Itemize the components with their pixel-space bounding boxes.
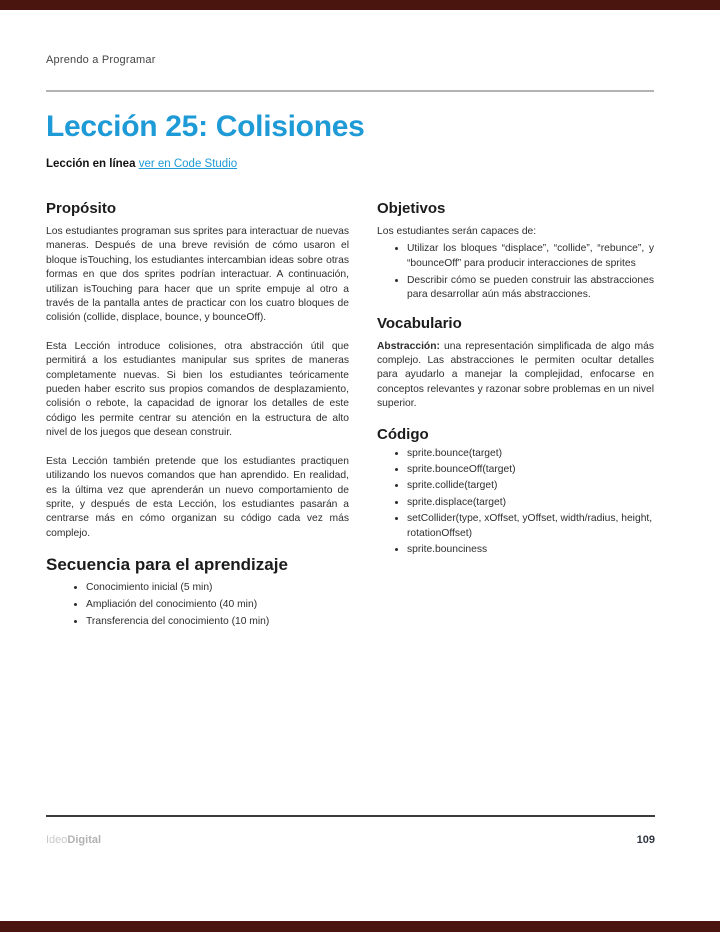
vocabulario-heading: Vocabulario bbox=[377, 314, 462, 332]
list-item: • setCollider(type, xOffset, yOffset, width/radius, height, rotationOffset) bbox=[407, 512, 654, 541]
list-item: • sprite.displace(target) bbox=[407, 496, 654, 510]
objetivos-heading: Objetivos bbox=[377, 200, 446, 217]
header-divider bbox=[46, 90, 654, 92]
code-studio-link[interactable]: ver en Code Studio bbox=[138, 158, 238, 170]
vocabulario-definition: una representación simplificada de algo más complejo. Las abstracciones le permiten ocultar detalles para ayudarlo a manejar la complejidad, enfocarse en conceptos relevantes y razonar sobre problemas en un nivel superior. bbox=[377, 340, 654, 410]
codigo-heading: Código bbox=[377, 425, 429, 443]
document-page bbox=[46, 0, 654, 641]
left-column bbox=[46, 200, 349, 641]
document-header-label: Aprendo a Programar bbox=[46, 54, 156, 66]
right-column bbox=[377, 200, 654, 641]
proposito-paragraph-2: Esta Lección introduce colisiones, otra abstracción útil que permitirá a los estudiantes manipular sus sprites de maneras completamente nuevas. Si bien los estudiantes teóricamente pueden haber escrito sus propios comandos de desplazamiento, colisión o rebote, la capacidad de ignorar los detalles de este código les permite centrar su atención en la estructura de alto nivel de los juegos que desean construir. bbox=[46, 340, 349, 439]
bottom-edge-bar bbox=[0, 921, 720, 932]
proposito-heading: Propósito bbox=[46, 200, 116, 217]
proposito-paragraph-3: Esta Lección también pretende que los estudiantes practiquen utilizando los nuevos comandos que han aprendido. En realidad, es la última vez que aprenderán un nuevo comportamiento de sprite, y después de esta Lección, los estudiantes pasarán a centrarse más en cómo organizan su código cada vez más complejo. bbox=[46, 455, 349, 539]
online-lesson-line bbox=[46, 158, 654, 170]
page-number: 109 bbox=[636, 834, 655, 846]
list-item: • Conocimiento inicial (5 min) bbox=[86, 581, 349, 595]
list-item: • sprite.bounce(target) bbox=[407, 447, 654, 461]
footer-brand-bold: Digital bbox=[67, 834, 102, 846]
footer-divider bbox=[46, 815, 655, 817]
footer bbox=[46, 834, 655, 846]
vocabulario-entry bbox=[377, 340, 654, 412]
objetivos-intro: Los estudiantes serán capaces de: bbox=[377, 226, 537, 237]
list-item: • Ampliación del conocimiento (40 min) bbox=[86, 598, 349, 612]
footer-brand-light: Ideo bbox=[46, 834, 68, 846]
list-item: • sprite.bounciness bbox=[407, 543, 654, 557]
list-item: • sprite.bounceOff(target) bbox=[407, 463, 654, 477]
online-lesson-label: Lección en línea bbox=[46, 158, 136, 170]
list-item: • Describir cómo se pueden construir las abstracciones para desarrollar aún más abstracciones. bbox=[407, 274, 654, 303]
footer-brand bbox=[46, 834, 101, 846]
secuencia-list bbox=[46, 581, 349, 629]
page-title: Lección 25: Colisiones bbox=[46, 110, 365, 143]
two-column-layout bbox=[46, 200, 654, 641]
secuencia-heading: Secuencia para el aprendizaje bbox=[46, 555, 288, 575]
list-item: • Utilizar los bloques “displace”, “collide”, “rebunce”, y “bounceOff” para producir interacciones de sprites bbox=[407, 242, 654, 271]
list-item: • Transferencia del conocimiento (10 min) bbox=[86, 615, 349, 629]
proposito-paragraph-1: Los estudiantes programan sus sprites para interactuar de nuevas maneras. Después de una breve revisión de cómo usaron el bloque isTouching, los estudiantes intercambian ideas sobre otras formas en que dos sprites podrían interactuar. A continuación, utilizan isTouching para hacer que un sprite empuje al otro a través de la pantalla antes de practicar con los cuatro bloques de colisión (collide, displace, bounce, y bounceOff). bbox=[46, 226, 349, 324]
vocabulario-term: Abstracción: bbox=[377, 340, 440, 352]
list-item: • sprite.collide(target) bbox=[407, 479, 654, 493]
objetivos-list bbox=[377, 242, 654, 302]
codigo-list bbox=[377, 447, 654, 558]
